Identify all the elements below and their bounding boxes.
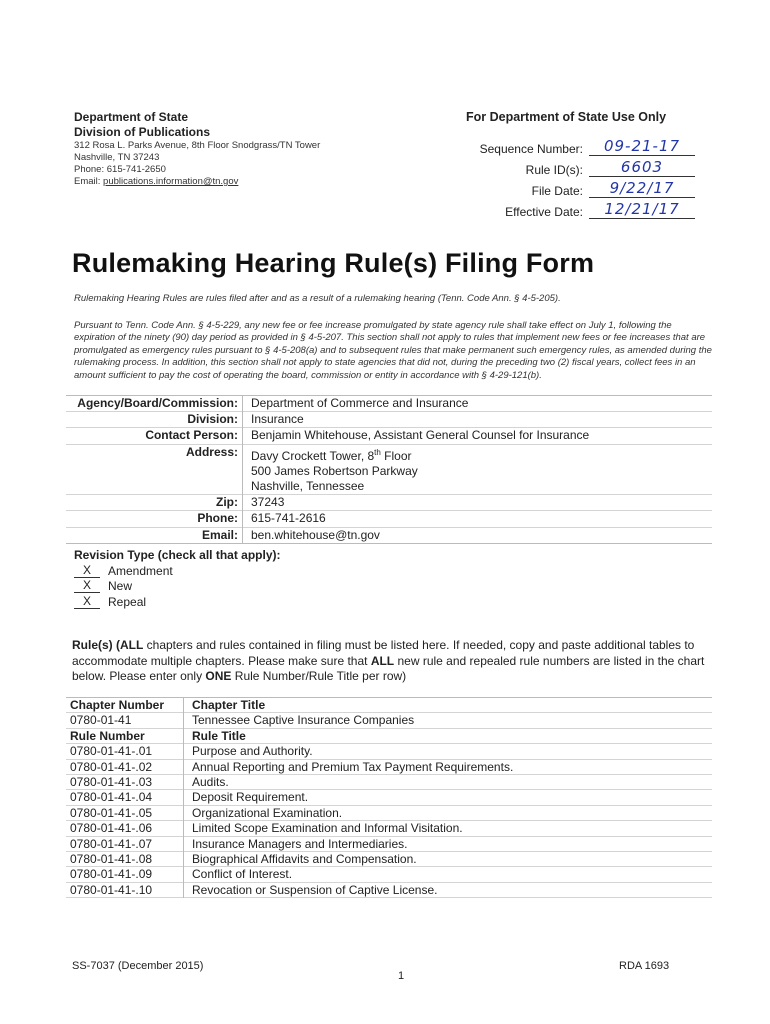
rule-id-label: Rule ID(s): xyxy=(525,163,583,177)
rule-title: Deposit Requirement. xyxy=(192,790,309,805)
chapter-title: Tennessee Captive Insurance Companies xyxy=(192,713,415,728)
email-label: Email: xyxy=(66,527,243,543)
address-line-2: 500 James Robertson Parkway xyxy=(251,463,418,478)
table-row xyxy=(66,867,712,882)
table-row xyxy=(66,852,712,867)
sequence-number-value: 09-21-17 xyxy=(589,138,695,156)
intro-fee-notice: Pursuant to Tenn. Code Ann. § 4-5-229, any new fee or fee increase promulgated by state agency rule shall take effect on July 1, following the expiration of the ninety (90) day period as provided in § 4-5-207. This section shall not apply to rules that implement new fees or fee increases that are promulgated as emergency rules pursuant to § 4-5-208(a) and to subsequent rules that make permanent such emergency rules, as amended during the rulemaking process. In addition, this section shall not apply to state agencies that did not, during the preceding two (2) fiscal years, collect fees in an amount sufficient to pay the cost of operating the board, commission or entity in accordance with § 4-29-121(b). xyxy=(74,320,712,381)
rule-title: Revocation or Suspension of Captive License. xyxy=(192,882,438,897)
rule-number: 0780-01-41-.04 xyxy=(66,790,184,805)
address-line-1 xyxy=(251,445,708,464)
rules-intro-part-3: chapters and rules contained in filing must be listed here. If needed, copy and paste additional tables to accommodate multiple chapters. Please make sure that xyxy=(72,638,695,668)
amendment-checkmark: X xyxy=(74,564,100,578)
effective-date-value: 12/21/17 xyxy=(589,201,695,219)
sequence-number-row xyxy=(466,135,706,156)
address-row xyxy=(66,444,712,495)
table-row xyxy=(66,805,712,820)
effective-date-label: Effective Date: xyxy=(505,205,583,219)
rule-title: Limited Scope Examination and Informal Visitation. xyxy=(192,821,463,836)
rule-number: 0780-01-41-.09 xyxy=(66,867,184,882)
address-label: Address: xyxy=(66,444,243,495)
agency-row xyxy=(66,396,712,412)
rules-intro-part-2: ALL xyxy=(120,638,144,652)
file-date-value: 9/22/17 xyxy=(589,180,695,198)
contact-row xyxy=(66,428,712,444)
effective-date-row xyxy=(466,198,706,219)
table-row xyxy=(66,821,712,836)
new-checkmark: X xyxy=(74,579,100,593)
table-row xyxy=(66,775,712,790)
new-label: New xyxy=(108,579,133,594)
form-title: Rulemaking Hearing Rule(s) Filing Form xyxy=(72,248,595,278)
address-line-1-post: Floor xyxy=(380,448,412,463)
zip-label: Zip: xyxy=(66,495,243,511)
rules-intro-part-7: Rule Number/Rule Title per row) xyxy=(231,669,407,683)
revision-option-repeal xyxy=(74,594,281,610)
file-date-row xyxy=(466,177,706,198)
chapter-title-header: Chapter Title xyxy=(192,698,266,712)
phone-row xyxy=(66,511,712,527)
repeal-label: Repeal xyxy=(108,594,147,609)
rule-id-row xyxy=(466,156,706,177)
table-row xyxy=(66,882,712,897)
rule-number: 0780-01-41-.10 xyxy=(66,882,184,897)
chapter-number: 0780-01-41 xyxy=(66,713,184,728)
email-prefix: Email: xyxy=(74,176,104,187)
rule-number: 0780-01-41-.01 xyxy=(66,744,184,759)
rule-number: 0780-01-41-.05 xyxy=(66,805,184,820)
zip-row xyxy=(66,495,712,511)
file-date-label: File Date: xyxy=(531,184,583,198)
sequence-number-label: Sequence Number: xyxy=(479,142,583,156)
publisher-address: 312 Rosa L. Parks Avenue, 8th Floor Snodgrass/TN Tower xyxy=(74,140,321,151)
chapter-header-row xyxy=(66,698,712,713)
rules-intro-part-1: Rule(s) ( xyxy=(72,638,120,652)
rule-title: Annual Reporting and Premium Tax Payment Requirements. xyxy=(192,759,514,774)
address-line-1-sup: th xyxy=(374,447,381,457)
revision-type-title: Revision Type (check all that apply): xyxy=(74,548,281,562)
form-id: SS-7037 (December 2015) xyxy=(72,960,204,972)
rule-title: Purpose and Authority. xyxy=(192,744,313,759)
repeal-checkmark: X xyxy=(74,595,100,609)
division-value: Insurance xyxy=(251,412,304,427)
rule-title: Audits. xyxy=(192,775,229,790)
zip-value: 37243 xyxy=(251,495,285,510)
rules-table xyxy=(66,697,712,898)
agency-table xyxy=(66,395,712,544)
agency-label: Agency/Board/Commission: xyxy=(66,396,243,412)
rule-header-row xyxy=(66,728,712,743)
phone-value: 615-741-2616 xyxy=(251,511,326,526)
division-label: Division: xyxy=(66,412,243,428)
amendment-label: Amendment xyxy=(108,563,173,578)
contact-label: Contact Person: xyxy=(66,428,243,444)
rule-title: Insurance Managers and Intermediaries. xyxy=(192,836,408,851)
address-line-1-main: Davy Crockett Tower, 8 xyxy=(251,448,375,463)
rule-title-header: Rule Title xyxy=(192,728,246,743)
rule-number: 0780-01-41-.03 xyxy=(66,775,184,790)
page-number: 1 xyxy=(398,970,405,982)
rules-intro-part-6: ONE xyxy=(205,669,232,683)
rule-title: Biographical Affidavits and Compensation. xyxy=(192,852,417,867)
table-row xyxy=(66,759,712,774)
rule-number-header: Rule Number xyxy=(66,728,184,743)
publisher-info xyxy=(74,110,374,188)
email-row xyxy=(66,527,712,543)
publisher-email xyxy=(74,176,374,188)
rules-intro-part-5: new rule and repealed rule numbers are listed in the chart below. Please enter only xyxy=(72,653,705,683)
address-line-3: Nashville, Tennessee xyxy=(251,479,365,494)
table-row xyxy=(66,790,712,805)
email-value: ben.whitehouse@tn.gov xyxy=(251,527,380,542)
division-name: Division of Publications xyxy=(74,125,211,139)
rule-id-value: 6603 xyxy=(589,159,695,177)
email-link[interactable]: publications.information@tn.gov xyxy=(103,176,239,187)
table-row xyxy=(66,836,712,851)
division-row xyxy=(66,412,712,428)
address-value xyxy=(243,444,713,495)
revision-option-amendment xyxy=(74,563,281,579)
state-use-box xyxy=(466,110,706,219)
rda-number: RDA 1693 xyxy=(619,960,670,972)
revision-option-new xyxy=(74,579,281,595)
agency-value: Department of Commerce and Insurance xyxy=(251,396,469,410)
contact-value: Benjamin Whitehouse, Assistant General Counsel for Insurance xyxy=(251,428,590,443)
rule-number: 0780-01-41-.06 xyxy=(66,821,184,836)
chapter-row xyxy=(66,713,712,728)
rule-title: Conflict of Interest. xyxy=(192,867,293,882)
rules-intro-part-4: ALL xyxy=(370,653,395,668)
rule-number: 0780-01-41-.07 xyxy=(66,836,184,851)
publisher-phone: Phone: 615-741-2650 xyxy=(74,164,166,175)
dept-name: Department of State xyxy=(74,110,189,124)
rule-title: Organizational Examination. xyxy=(192,805,343,820)
intro-definition: Rulemaking Hearing Rules are rules filed after and as a result of a rulemaking hearing (Tenn. Code Ann. § 4-5-205). xyxy=(74,293,561,304)
publisher-city: Nashville, TN 37243 xyxy=(74,152,160,163)
rule-number: 0780-01-41-.08 xyxy=(66,852,184,867)
table-row xyxy=(66,744,712,759)
revision-type-section xyxy=(74,548,281,610)
chapter-number-header: Chapter Number xyxy=(66,698,184,713)
rules-instructions xyxy=(72,638,718,685)
rule-number: 0780-01-41-.02 xyxy=(66,759,184,774)
phone-label: Phone: xyxy=(66,511,243,527)
state-use-title: For Department of State Use Only xyxy=(466,110,667,124)
